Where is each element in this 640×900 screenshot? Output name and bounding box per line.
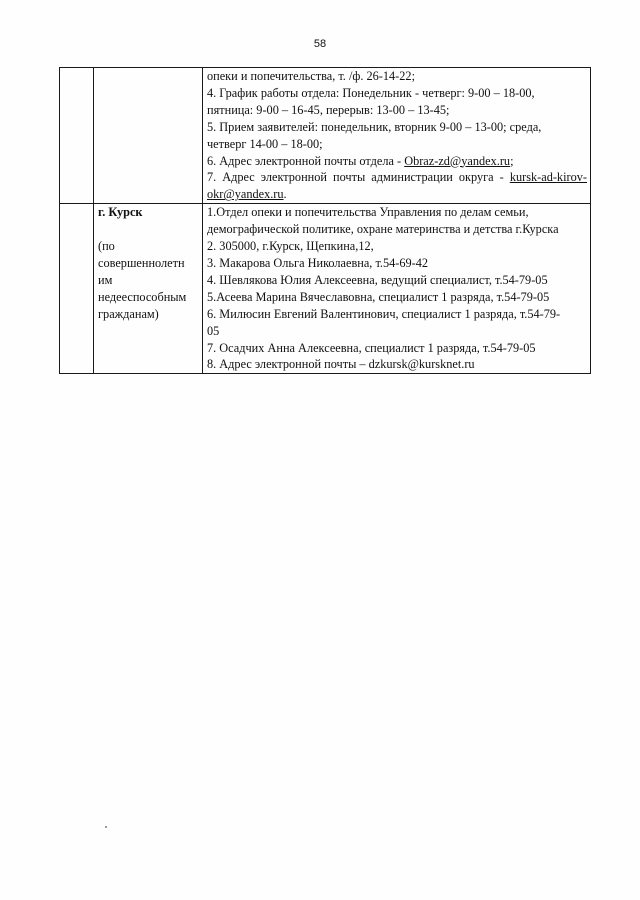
email-link[interactable]: kursk-ad-kirov- [509, 170, 587, 185]
region-note [98, 238, 199, 323]
detail-text: 7. Адрес электронной почты администрации округа - [207, 170, 510, 185]
page-number: 58 [313, 38, 327, 50]
detail-line [207, 221, 587, 238]
detail-line [207, 238, 587, 255]
detail-line [207, 136, 587, 153]
detail-line [207, 340, 587, 357]
detail-text: 5.Асеева Марина Вячеславовна, специалист 1 разряда, т.54-79-05 [207, 289, 550, 304]
region-note-line: недееспособным [98, 289, 187, 304]
row-number-cell [60, 68, 94, 204]
region-cell [94, 68, 203, 204]
detail-line [207, 323, 587, 340]
detail-line [207, 153, 587, 170]
detail-line [207, 68, 587, 85]
detail-line [207, 306, 587, 323]
detail-text: демографической политике, охране материнства и детства г.Курска [207, 222, 559, 237]
detail-line [207, 186, 587, 203]
detail-text: 2. 305000, г.Курск, Щепкина,12, [207, 239, 374, 254]
detail-text: . [283, 187, 287, 202]
detail-text: четверг 14-00 – 18-00; [207, 136, 323, 151]
detail-text: 1.Отдел опеки и попечительства Управления по делам семьи, [207, 205, 529, 220]
detail-line [207, 356, 587, 373]
detail-text: 5. Прием заявителей: понедельник, вторник 9-00 – 13-00; среда, [207, 119, 542, 134]
detail-line [207, 289, 587, 306]
table-row [60, 68, 591, 204]
detail-line [207, 102, 587, 119]
detail-text: 8. Адрес электронной почты – dzkursk@kursknet.ru [207, 357, 475, 372]
region-note-line: совершеннолетн [98, 256, 185, 271]
detail-text: 4. Шевлякова Юлия Алексеевна, ведущий специалист, т.54-79-05 [207, 272, 548, 287]
region-note-line: (по [98, 239, 115, 254]
contact-details-cell [203, 68, 591, 204]
detail-line [207, 119, 587, 136]
row-number-cell [60, 204, 94, 374]
region-cell [94, 204, 203, 374]
detail-text: пятница: 9-00 – 16-45, перерыв: 13-00 – 13-45; [207, 102, 450, 117]
email-link[interactable]: Obraz-zd@yandex.ru [404, 153, 511, 168]
detail-text: 7. Осадчих Анна Алексеевна, специалист 1 разряда, т.54-79-05 [207, 340, 536, 355]
table-row [60, 204, 591, 374]
detail-line [207, 255, 587, 272]
detail-text: ; [510, 153, 514, 168]
detail-text: 6. Адрес электронной почты отдела - [207, 153, 405, 168]
detail-text: 3. Макарова Ольга Николаевна, т.54-69-42 [207, 255, 429, 270]
contacts-table [59, 67, 591, 374]
detail-text: 6. Милюсин Евгений Валентинович, специалист 1 разряда, т.54-79- [207, 306, 561, 321]
region-name: г. Курск [98, 205, 143, 220]
contact-details-cell [203, 204, 591, 374]
detail-line [207, 85, 587, 102]
detail-line [207, 272, 587, 289]
email-link[interactable]: okr@yandex.ru [207, 187, 284, 202]
detail-text: 4. График работы отдела: Понедельник - четверг: 9-00 – 18-00, [207, 85, 535, 100]
detail-text: 05 [207, 323, 220, 338]
detail-line [207, 169, 587, 186]
scan-speck [105, 826, 107, 828]
detail-line [207, 204, 587, 221]
region-note-line: гражданам) [98, 306, 159, 321]
table-body [60, 68, 591, 374]
detail-text: опеки и попечительства, т. /ф. 26-14-22; [207, 69, 415, 83]
region-note-line: им [98, 272, 113, 287]
